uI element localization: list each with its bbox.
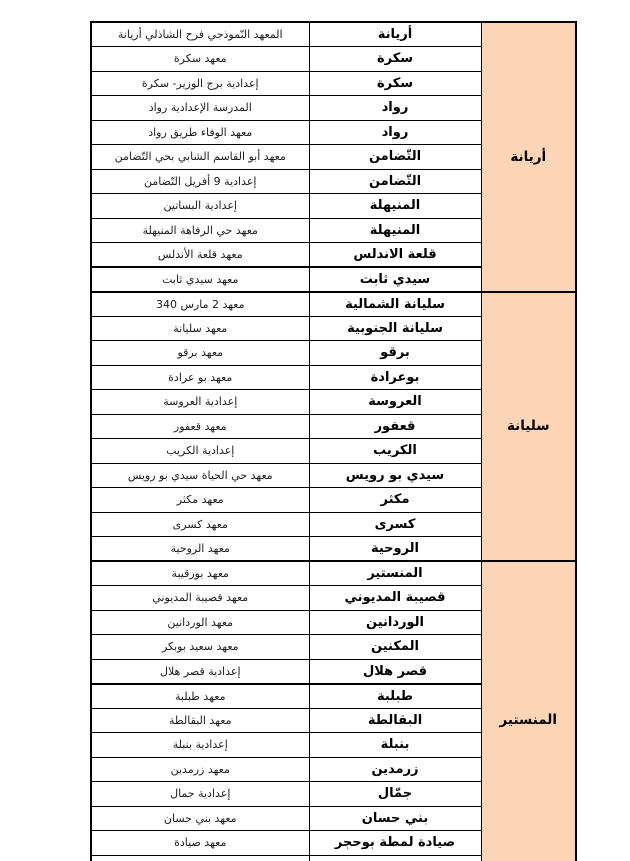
institute-cell: المعهد النّموذجي فرح الشاذلي أريانة bbox=[91, 22, 309, 47]
institute-cell: إعدادية العروسة bbox=[91, 390, 309, 415]
delegation-cell: أريانة bbox=[309, 22, 481, 47]
institute-cell: معهد بني حسان bbox=[91, 806, 309, 831]
delegation-cell: سكرة bbox=[309, 47, 481, 72]
delegation-cell: التّضامن bbox=[309, 145, 481, 170]
institute-cell: معهد بو عرادة bbox=[91, 365, 309, 390]
institute-cell: إعدادية قصر هلال bbox=[91, 659, 309, 684]
institute-cell: معهد 2 مارس 340 bbox=[91, 292, 309, 317]
delegation-cell: الروحية bbox=[309, 537, 481, 562]
institute-cell: معهد طبلبة bbox=[91, 684, 309, 709]
region-cell: المنستير bbox=[481, 561, 576, 861]
delegation-cell: البقالطة bbox=[309, 708, 481, 733]
delegation-cell: بنبلة bbox=[309, 733, 481, 758]
delegation-cell: سليانة الجنوبية bbox=[309, 316, 481, 341]
delegation-cell: قعفور bbox=[309, 414, 481, 439]
delegation-cell: جمّال bbox=[309, 782, 481, 807]
delegation-cell: بوعرادة bbox=[309, 365, 481, 390]
institute-cell: إعدادية جمال bbox=[91, 782, 309, 807]
delegation-cell: سيدي بو رويس bbox=[309, 463, 481, 488]
institute-cell: معهد قصيبة المديوني bbox=[91, 586, 309, 611]
institute-cell: إعدادية 9 أفريل التّضامن bbox=[91, 169, 309, 194]
institute-cell: معهد حي الرفاهة المنيهلة bbox=[91, 218, 309, 243]
institute-cell: معهد سيدي ثابت bbox=[91, 267, 309, 292]
institute-cell: معهد مكثر bbox=[91, 488, 309, 513]
institute-cell: إعدادية الكريب bbox=[91, 439, 309, 464]
institute-cell: معهد زرمدين bbox=[91, 757, 309, 782]
region-cell: سليانة bbox=[481, 292, 576, 562]
delegation-cell: قلعة الاندلس bbox=[309, 243, 481, 268]
institute-cell: معهد الوفاء طريق رواد bbox=[91, 120, 309, 145]
institute-cell: معهد الروحية bbox=[91, 537, 309, 562]
delegation-cell: المكنين bbox=[309, 635, 481, 660]
delegation-cell: زرمدين bbox=[309, 757, 481, 782]
institute-cell: معهد قلعة الأندلس bbox=[91, 243, 309, 268]
delegation-cell: الوردانين bbox=[309, 610, 481, 635]
institute-cell: معهد قعفور bbox=[91, 414, 309, 439]
delegation-cell: سيدي ثابت bbox=[309, 267, 481, 292]
delegation-cell: رواد bbox=[309, 96, 481, 121]
institute-cell: معهد بورقيبة bbox=[91, 561, 309, 586]
institute-cell: معهد سعيد بوبكر bbox=[91, 635, 309, 660]
table-row bbox=[91, 22, 576, 47]
institute-cell: معهد سليانة bbox=[91, 316, 309, 341]
institute-cell: معهد حي الحياة سيدي بو رويس bbox=[91, 463, 309, 488]
delegation-cell: طبلبة bbox=[309, 684, 481, 709]
institute-cell: معهد الوردانين bbox=[91, 610, 309, 635]
delegation-cell: الكريب bbox=[309, 439, 481, 464]
delegation-cell: برقو bbox=[309, 341, 481, 366]
institute-cell: إعدادية برج الوزير- سكرة bbox=[91, 71, 309, 96]
delegation-cell: بني حسان bbox=[309, 806, 481, 831]
table-row bbox=[91, 561, 576, 586]
delegation-cell: المنيهلة bbox=[309, 194, 481, 219]
region-cell: أريانة bbox=[481, 22, 576, 292]
school-assignment-table bbox=[90, 21, 577, 861]
table-body bbox=[91, 22, 576, 861]
institute-cell: معهد كسرى bbox=[91, 512, 309, 537]
institute-cell: المدرسة الإعدادية رواد bbox=[91, 96, 309, 121]
delegation-cell: مكثر bbox=[309, 488, 481, 513]
delegation-cell: سكرة bbox=[309, 71, 481, 96]
delegation-cell: رواد bbox=[309, 120, 481, 145]
institute-cell: معهد البقالطة bbox=[91, 708, 309, 733]
institute-cell: معهد برقو bbox=[91, 341, 309, 366]
delegation-cell bbox=[309, 855, 481, 861]
table-row bbox=[91, 292, 576, 317]
institute-cell: معهد سكرة bbox=[91, 47, 309, 72]
institute-cell: إعدادية بنبلة bbox=[91, 733, 309, 758]
delegation-cell: قصر هلال bbox=[309, 659, 481, 684]
delegation-cell: العروسة bbox=[309, 390, 481, 415]
delegation-cell: التّضامن bbox=[309, 169, 481, 194]
institute-cell: معهد أبو القاسم الشابي بحي التّضامن bbox=[91, 145, 309, 170]
institute-cell: إعدادية البساتين bbox=[91, 194, 309, 219]
institute-cell: معهد صيادة bbox=[91, 831, 309, 856]
delegation-cell: صيادة لمطة بوحجر bbox=[309, 831, 481, 856]
delegation-cell: كسرى bbox=[309, 512, 481, 537]
delegation-cell: سليانة الشمالية bbox=[309, 292, 481, 317]
delegation-cell: المنيهلة bbox=[309, 218, 481, 243]
institute-cell bbox=[91, 855, 309, 861]
delegation-cell: قصيبة المديوني bbox=[309, 586, 481, 611]
delegation-cell: المنستير bbox=[309, 561, 481, 586]
